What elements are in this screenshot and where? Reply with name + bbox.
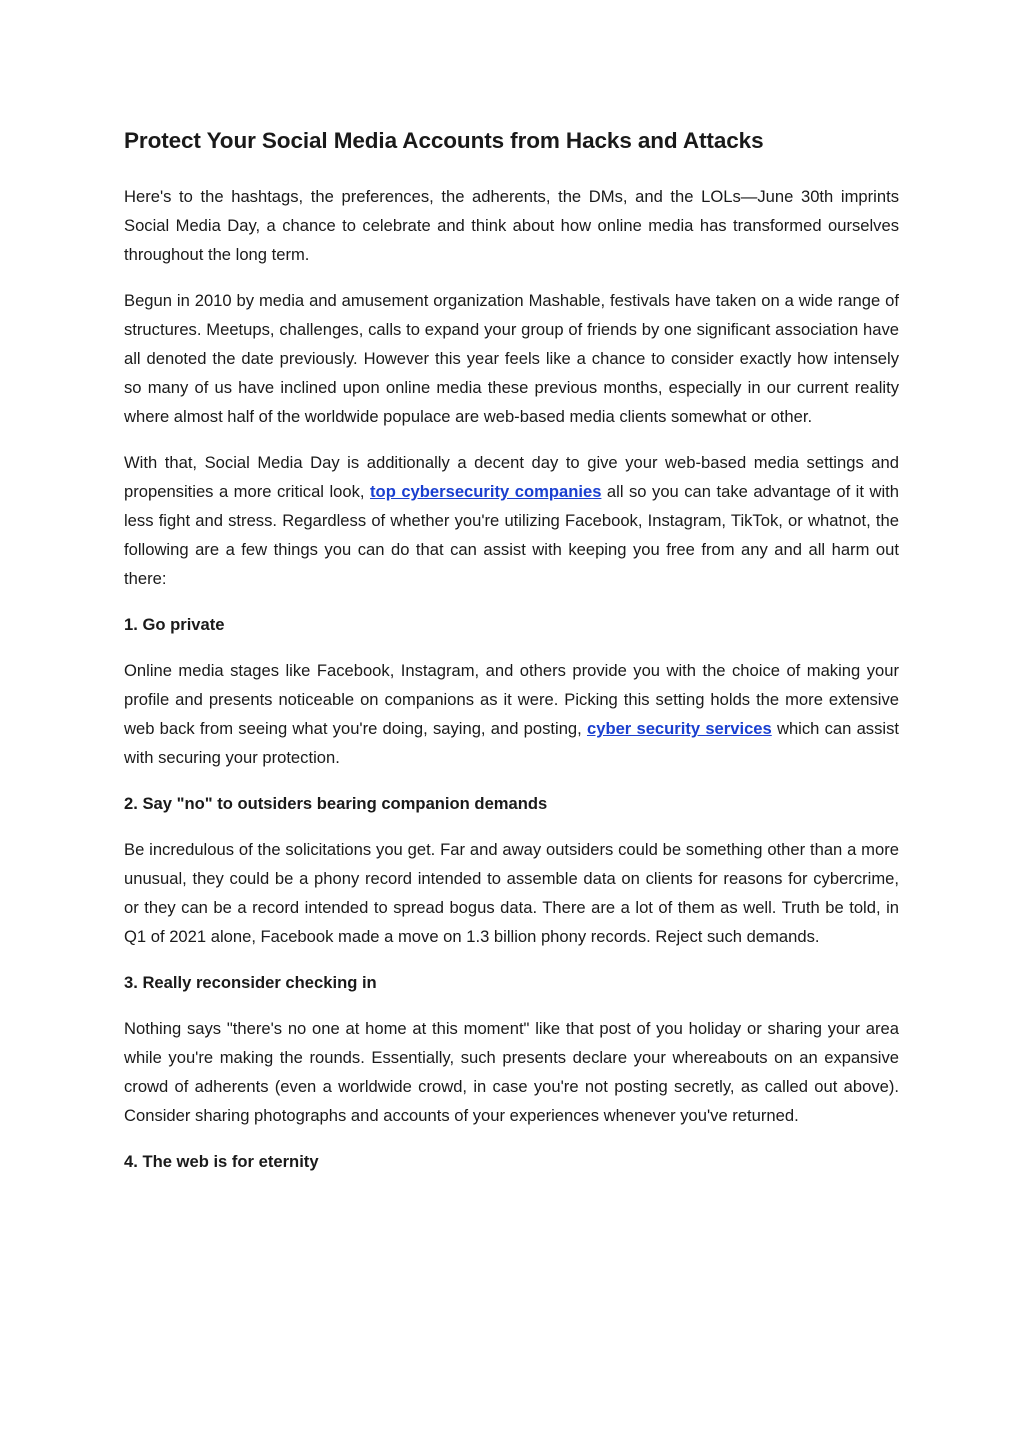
cyber-security-services-link[interactable]: cyber security services xyxy=(586,719,772,738)
section-body-checking-in: Nothing says "there's no one at home at this moment" like that post of you holiday or sharing your area while you're making the rounds. Essentially, such presents declare your whereabouts on an expansive crowd of adherents (even a worldwide crowd, in case you're not posting secretly, as called out above). Consider sharing photographs and accounts of your experiences whenever you've returned. xyxy=(124,1019,899,1125)
intro-paragraph-3-text-after: all so you can take advantage of it with less fight and stress. Regardless of whether you're utilizing Facebook, Instagram, TikTok, or whatnot, the following are a few things you can do that can assist with keeping you free from any and all harm out there: xyxy=(124,482,899,588)
section-body-go-private-before: Online media stages like Facebook, Instagram, and others provide you with the choice of making your profile and presents noticeable on companions as it were. Picking this setting holds the more extensive web back from seeing what you're doing, saying, and posting, xyxy=(124,661,899,738)
section-heading-go-private: 1. Go private xyxy=(124,615,225,634)
document-page xyxy=(124,124,899,1193)
section-body-go-private xyxy=(124,656,899,772)
intro-paragraph-3 xyxy=(124,448,899,593)
section-heading-web-eternity: 4. The web is for eternity xyxy=(124,1152,319,1171)
intro-paragraph-1: Here's to the hashtags, the preferences, the adherents, the DMs, and the LOLs—June 30th imprints Social Media Day, a chance to celebrate and think about how online media has transformed ourselves throughout the long term. xyxy=(124,187,899,264)
intro-paragraph-3-text-before: With that, Social Media Day is additionally a decent day to give your web-based media settings and propensities a more critical look, xyxy=(124,453,899,501)
section-heading-checking-in: 3. Really reconsider checking in xyxy=(124,973,377,992)
intro-paragraph-2: Begun in 2010 by media and amusement organization Mashable, festivals have taken on a wide range of structures. Meetups, challenges, calls to expand your group of friends by one significant association have all denoted the date previously. However this year feels like a chance to consider exactly how intensely so many of us have inclined upon online media these previous months, especially in our current reality where almost half of the worldwide populace are web-based media clients somewhat or other. xyxy=(124,291,899,426)
top-cybersecurity-companies-link[interactable]: top cybersecurity companies xyxy=(370,482,602,501)
section-body-say-no: Be incredulous of the solicitations you get. Far and away outsiders could be something other than a more unusual, they could be a phony record intended to assemble data on clients for reasons for cybercrime, or they can be a record intended to spread bogus data. There are a lot of them as well. Truth be told, in Q1 of 2021 alone, Facebook made a move on 1.3 billion phony records. Reject such demands. xyxy=(124,840,899,946)
page-title: Protect Your Social Media Accounts from Hacks and Attacks xyxy=(124,128,764,153)
section-heading-say-no: 2. Say "no" to outsiders bearing companion demands xyxy=(124,794,548,813)
section-body-go-private-after: which can assist with securing your protection. xyxy=(124,719,899,767)
